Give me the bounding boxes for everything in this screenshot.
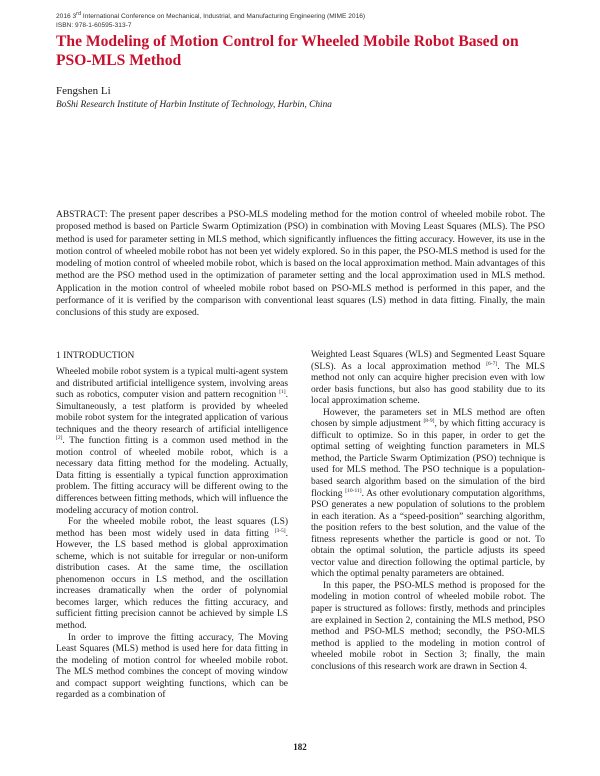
citation: [10-11]	[345, 487, 362, 494]
abstract: ABSTRACT: The present paper describes a PSO-MLS modeling method for the motion control of wheeled mobile robot. The proposed method is based on Particle Swarm Optimization (PSO) in combination with Moving Least Squares (MLS). The PSO method is used for parameter setting in MLS method, which significantly influences the fitting accuracy. However, its use in the motion control of wheeled mobile robot has not been yet widely explored. So in this paper, the PSO-MLS method is used for the modeling of motion control of wheeled mobile robot, which is based on the local approximation method. Main advantages of this method are the PSO method used in the optimization of parameter setting and the local approximation used in MLS method. Application in the motion control of wheeled mobile robot based on PSO-MLS method is performed in this paper, and the performance of it is verified by the comparison with conventional least squares (LS) method in data fitting. Finally, the main conclusions of this study are exposed.	[56, 210, 545, 319]
paragraph: Wheeled mobile robot system is a typical multi-agent system and distributed artificial intelligence system, involving areas such as robotics, computer vision and pattern recognition [1]. Simultaneously, a test platform is provided by wheeled mobile robot system for the integrated application of various techniques and the theory research of artificial intelligence [2]. The function fitting is a common used method in the motion control of wheeled mobile robot, which is a necessary data fitting method for the modeling. Actually, Data fitting is essentially a typical function approximation problem. The fitting accuracy will be different owing to the differences between fitting methods, which will influence the modeling accuracy of motion control.	[56, 367, 288, 516]
citation: [6-7]	[486, 360, 498, 367]
paragraph: Weighted Least Squares (WLS) and Segmented Least Square (SLS). As a local approximation method [6-7]. The MLS method not only can acquire higher precision even with low order basis functions, but also has good stability due to its local approximation scheme.	[311, 350, 545, 407]
paragraph: However, the parameters set in MLS method are often chosen by simple adjustment [8-9], by which fitting accuracy is difficult to optimize. So in this paper, in order to get the optimal setting of weighting function parameters in MLS method, the Particle Swarm Optimization (PSO) technique is used for MLS method. The PSO technique is a population-based search algorithm based on the simulation of the bird flocking [10-11]. As other evolutionary computation algorithms, PSO generates a new population of solutions to the problem in each iteration. As a “speed-position” searching algorithm, the position refers to the best solution, and the value of the fitness represents whether the particle is good or not. To obtain the optimal solution, the particle adjusts its speed vector value and direction following the optimal particle, by which the optimal penalty parameters are obtained.	[311, 407, 546, 580]
paragraph: In this paper, the PSO-MLS method is proposed for the modeling in motion control of wheeled mobile robot. The paper is structured as follows: firstly, methods and principles are explained in Section 2, containing the MLS method, PSO method and PSO-MLS method; secondly, the PSO-MLS method is applied to the modeling in motion control of wheeled mobile robot in Section 3; finally, the main conclusions of this research work are drawn in Section 4.	[311, 580, 545, 672]
paragraph: In order to improve the fitting accuracy, The Moving Least Squares (MLS) method is used here for data fitting in the modeling of motion control for wheeled mobile robot. The MLS method combines the concept of moving window and compact support weighting functions, which can be regarded as a combination of	[56, 632, 288, 701]
citation: [3-5]	[274, 527, 286, 534]
citation: [1]	[279, 388, 286, 395]
conference-header	[56, 12, 365, 30]
citation: [8-9]	[423, 418, 435, 425]
isbn-line: ISBN: 978-1-60595-313-7	[56, 22, 132, 29]
right-column	[311, 350, 545, 673]
author-name: Fengshen Li	[56, 85, 111, 97]
section-heading-introduction: 1 INTRODUCTION	[56, 351, 135, 361]
author-affiliation: BoShi Research Institute of Harbin Institute of Technology, Harbin, China	[56, 100, 332, 110]
paragraph: For the wheeled mobile robot, the least squares (LS) method has been most widely used in data fitting [3-5]. However, the LS based method is global approximation scheme, which is not suitable for irregular or non-uniform distribution cases. At the same time, the oscillation phenomenon occurs in LS method, and the oscillation increases dramatically when the order of polynomial becomes larger, which reduces the fitting accuracy, and sufficient fitting precision cannot be achieved by simple LS method.	[56, 517, 288, 632]
left-column	[56, 350, 288, 702]
page-number: 182	[293, 742, 307, 752]
citation: [2]	[56, 435, 63, 442]
conference-line: 2016 3rd International Conference on Mechanical, Industrial, and Manufacturing Engineering (MIME 2016)	[56, 10, 366, 20]
paper-title: The Modeling of Motion Control for Wheeled Mobile Robot Based on PSO-MLS Method	[56, 33, 519, 69]
